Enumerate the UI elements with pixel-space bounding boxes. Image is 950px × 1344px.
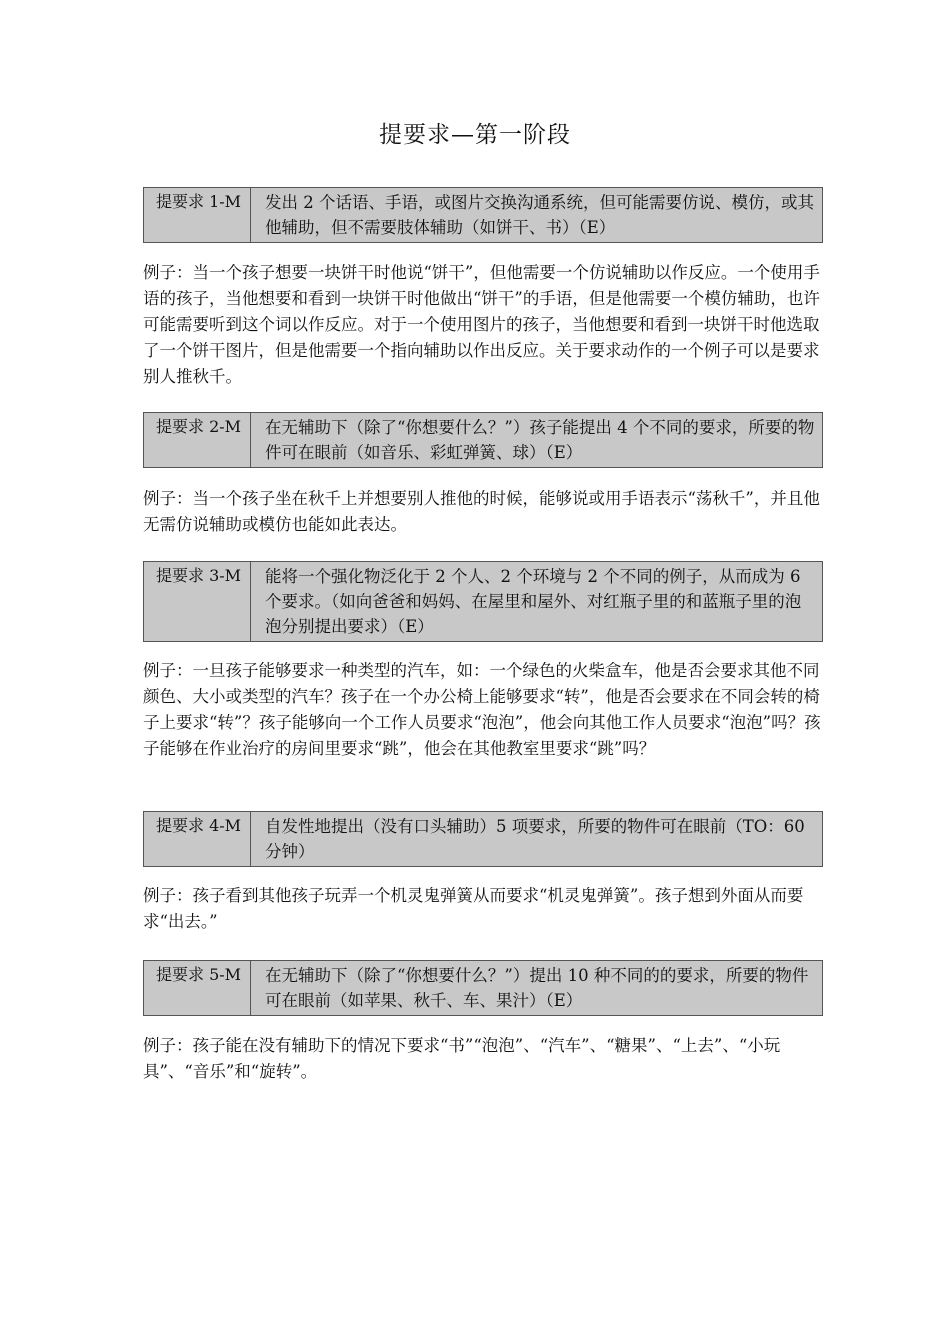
goal-description: 在无辅助下（除了“你想要什么？”）孩子能提出 4 个不同的要求，所要的物件可在眼前（如音乐、彩虹弹簧、球）（E） bbox=[265, 418, 815, 462]
goal-table-2 bbox=[143, 412, 823, 468]
goal-example-3: 例子：一旦孩子能够要求一种类型的汽车，如：一个绿色的火柴盒车，他是否会要求其他不同颜色、大小或类型的汽车？孩子在一个办公椅上能够要求“转”，他是否会要求在不同会转的椅子上要求“转”？孩子能够向一个工作人员要求“泡泡”，他会向其他工作人员要求“泡泡”吗？孩子能够在作业治疗的房间里要求“跳”，他会在其他教室里要求“跳”吗？ bbox=[143, 661, 821, 758]
goal-code: 提要求 3-M bbox=[144, 562, 251, 641]
goal-example-4: 例子：孩子看到其他孩子玩弄一个机灵鬼弹簧从而要求“机灵鬼弹簧”。孩子想到外面从而要求“出去。” bbox=[143, 886, 804, 931]
goal-example-5: 例子：孩子能在没有辅助下的情况下要求“书”“泡泡”、“汽车”、“糖果”、“上去”、“小玩具”、“音乐”和“旋转”。 bbox=[143, 1036, 781, 1081]
goal-code: 提要求 4-M bbox=[144, 812, 251, 866]
goal-example-1: 例子：当一个孩子想要一块饼干时他说“饼干”，但他需要一个仿说辅助以作反应。一个使用手语的孩子，当他想要和看到一块饼干时他做出“饼干”的手语，但是他需要一个模仿辅助，也许可能需要听到这个词以作反应。对于一个使用图片的孩子，当他想要和看到一块饼干时他选取了一个饼干图片，但是他需要一个指向辅助以作出反应。关于要求动作的一个例子可以是要求别人推秋千。 bbox=[143, 263, 820, 386]
goal-description: 自发性地提出（没有口头辅助）5 项要求，所要的物件可在眼前（TO：60 分钟） bbox=[265, 817, 805, 861]
goal-table-1 bbox=[143, 187, 823, 243]
goal-description: 能将一个强化物泛化于 2 个人、2 个环境与 2 个不同的例子，从而成为 6 个要求。（如向爸爸和妈妈、在屋里和屋外、对红瓶子里的和蓝瓶子里的泡泡分别提出要求）（E） bbox=[265, 567, 802, 636]
goal-table-5 bbox=[143, 960, 823, 1016]
goal-code: 提要求 2-M bbox=[144, 413, 251, 467]
page-title: 提要求—第一阶段 bbox=[379, 122, 571, 148]
goal-description: 在无辅助下（除了“你想要什么？”）提出 10 种不同的的要求，所要的物件可在眼前（如苹果、秋千、车、果汁）（E） bbox=[265, 966, 809, 1010]
goal-example-2: 例子：当一个孩子坐在秋千上并想要别人推他的时候，能够说或用手语表示“荡秋千”，并且他无需仿说辅助或模仿也能如此表达。 bbox=[143, 489, 820, 534]
goal-table-4 bbox=[143, 811, 823, 867]
goal-description: 发出 2 个话语、手语，或图片交换沟通系统，但可能需要仿说、模仿，或其他辅助，但不需要肢体辅助（如饼干、书）（E） bbox=[265, 193, 814, 237]
goal-table-3 bbox=[143, 561, 823, 642]
goal-code: 提要求 5-M bbox=[144, 961, 251, 1015]
goal-code: 提要求 1-M bbox=[144, 188, 251, 242]
